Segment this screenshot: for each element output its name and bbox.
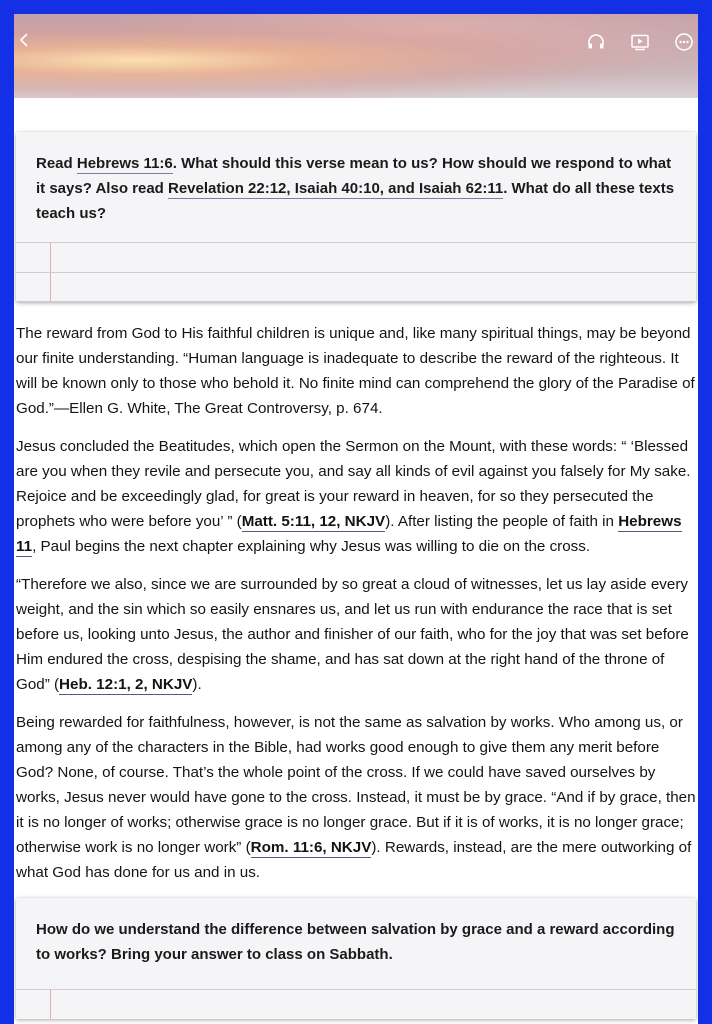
lesson-paragraph: [16, 572, 698, 697]
answer-line[interactable]: [16, 272, 696, 302]
header-banner: [14, 14, 698, 98]
header-toolbar: [586, 32, 694, 52]
answer-area[interactable]: [16, 989, 696, 1019]
lesson-paragraph: [16, 321, 698, 421]
lesson-paragraph: [16, 434, 698, 559]
text-span: Being rewarded for faithfulness, however, is not the same as salvation by works. Who among us, or among any of the characters in the Bible, had works good enough to give them any merit before God? None, of course. That’s the whole point of the cross. If we could have saved ourselves by works, Jesus never would have gone to the cross. Instead, it must be by grace. “And if by grace, then it is no longer of works; otherwise grace is no longer grace. But if it is of works, it is no longer grace; otherwise work is no longer work” (: [16, 714, 696, 856]
text-span: . What do all these texts teach us?: [36, 180, 675, 222]
headphones-icon[interactable]: [586, 32, 606, 52]
back-arrow-icon[interactable]: [16, 32, 36, 52]
text-span: Jesus concluded the Beatitudes, which open the Sermon on the Mount, with these words: “ ‘Blessed are you when they revile and persecute you, and say all kinds of evil against you falsely for My sake. Rejoice and be exceedingly glad, for great is your reward in heaven, for so they persecuted the prophets who were before you’ ” (: [16, 438, 691, 530]
text-span: ).: [192, 676, 202, 693]
text-span: . What should this verse mean to us? How should we respond to what it says? Also read: [36, 155, 672, 197]
text-span: ). After listing the people of faith in: [385, 513, 619, 530]
lesson-paragraph: [16, 710, 698, 885]
scripture-reference-link[interactable]: Hebrews 11:6: [76, 155, 173, 172]
text-span: “Therefore we also, since we are surrounded by so great a cloud of witnesses, let us lay aside every weight, and the sin which so easily ensnares us, and let us run with endurance the race that is set before us, looking unto Jesus, the author and finisher of our faith, who for the joy that was set before Him endured the cross, despising the shame, and has sat down at the right hand of the throne of God” (: [16, 576, 689, 693]
text-span: Read: [36, 155, 77, 172]
question-card: [16, 132, 696, 302]
text-span: The reward from God to His faithful children is unique and, like many spiritual things, may be beyond our finite understanding. “Human language is inadequate to describe the reward of the righteous. It will be known only to those who behold it. No finite mind can comprehend the glory of the Paradise of God.”—Ellen G. White, The Great Controversy, p. 674.: [16, 325, 695, 417]
scripture-reference-link[interactable]: Rom. 11:6, NKJV: [250, 839, 372, 856]
discussion-question-card: [16, 898, 696, 1019]
text-span: , Paul begins the next chapter explaining why Jesus was willing to die on the cross.: [32, 538, 591, 555]
scripture-reference-link[interactable]: Matt. 5:11, 12, NKJV: [241, 513, 386, 530]
question-text: [16, 132, 696, 242]
text-span: ). Rewards, instead, are the mere outworking of what God has done for us and in us.: [16, 839, 692, 881]
discussion-question-text: How do we understand the difference between salvation by grace and a reward according to works? Bring your answer to class on Sabbath.: [36, 921, 675, 963]
more-options-icon[interactable]: [674, 32, 694, 52]
lesson-page: [14, 14, 698, 1024]
scripture-reference-link[interactable]: Heb. 12:1, 2, NKJV: [59, 676, 193, 693]
scripture-reference-link[interactable]: Revelation 22:12, Isaiah 40:10, and Isaiah 62:11: [168, 180, 504, 197]
answer-line[interactable]: [16, 989, 696, 1019]
answer-line[interactable]: [16, 242, 696, 272]
video-play-icon[interactable]: [630, 32, 650, 52]
answer-area[interactable]: [16, 242, 696, 302]
scripture-reference-link[interactable]: Hebrews 11: [16, 513, 682, 555]
lesson-body: [14, 302, 698, 885]
